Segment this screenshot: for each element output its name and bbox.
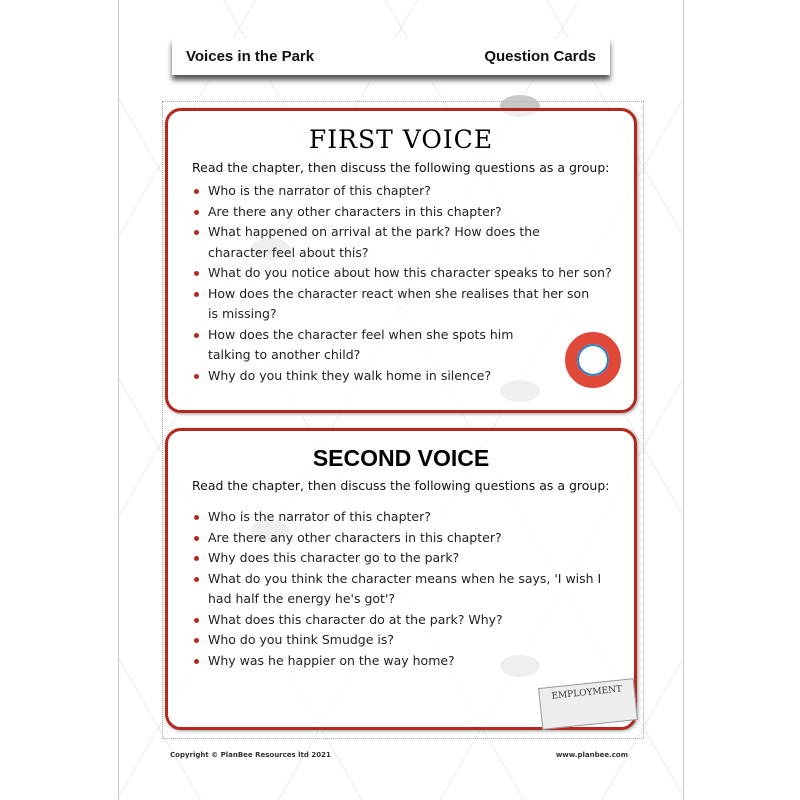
card-intro: Read the chapter, then discuss the following questions as a group:	[192, 478, 610, 493]
newspaper-headline: EMPLOYMENT	[551, 684, 623, 702]
question: How does the character feel when she spots him talking to another child?	[208, 325, 634, 366]
card-intro: Read the chapter, then discuss the following questions as a group:	[192, 160, 610, 175]
question: What do you notice about how this character speaks to her son?	[208, 263, 634, 284]
document-title: Voices in the Park	[186, 48, 315, 65]
question: What do you think the character means when he says, 'I wish I had half the energy he's got'?	[208, 569, 634, 610]
lifebuoy-icon	[565, 332, 621, 388]
question: Who is the narrator of this chapter?	[208, 507, 634, 528]
question: Why does this character go to the park?	[208, 548, 634, 569]
question: What happened on arrival at the park? How does the character feel about this?	[208, 222, 634, 263]
website-link[interactable]: www.planbee.com	[555, 751, 628, 759]
card-title: SECOND VOICE	[312, 445, 490, 471]
question-list	[168, 181, 634, 386]
question: Who do you think Smudge is?	[208, 630, 634, 651]
question: Are there any other characters in this chapter?	[208, 202, 634, 223]
copyright: Copyright © PlanBee Resources ltd 2021	[170, 751, 331, 759]
question: Why was he happier on the way home?	[208, 651, 634, 672]
question: What does this character do at the park? Why?	[208, 610, 634, 631]
question: Who is the narrator of this chapter?	[208, 181, 634, 202]
document-subtitle: Question Cards	[484, 48, 596, 65]
question: How does the character react when she realises that her son is missing?	[208, 284, 634, 325]
page-header	[172, 38, 610, 75]
question-list	[168, 507, 634, 671]
question: Why do you think they walk home in silence?	[208, 366, 634, 387]
card-title: FIRST VOICE	[308, 125, 494, 154]
question: Are there any other characters in this chapter?	[208, 528, 634, 549]
